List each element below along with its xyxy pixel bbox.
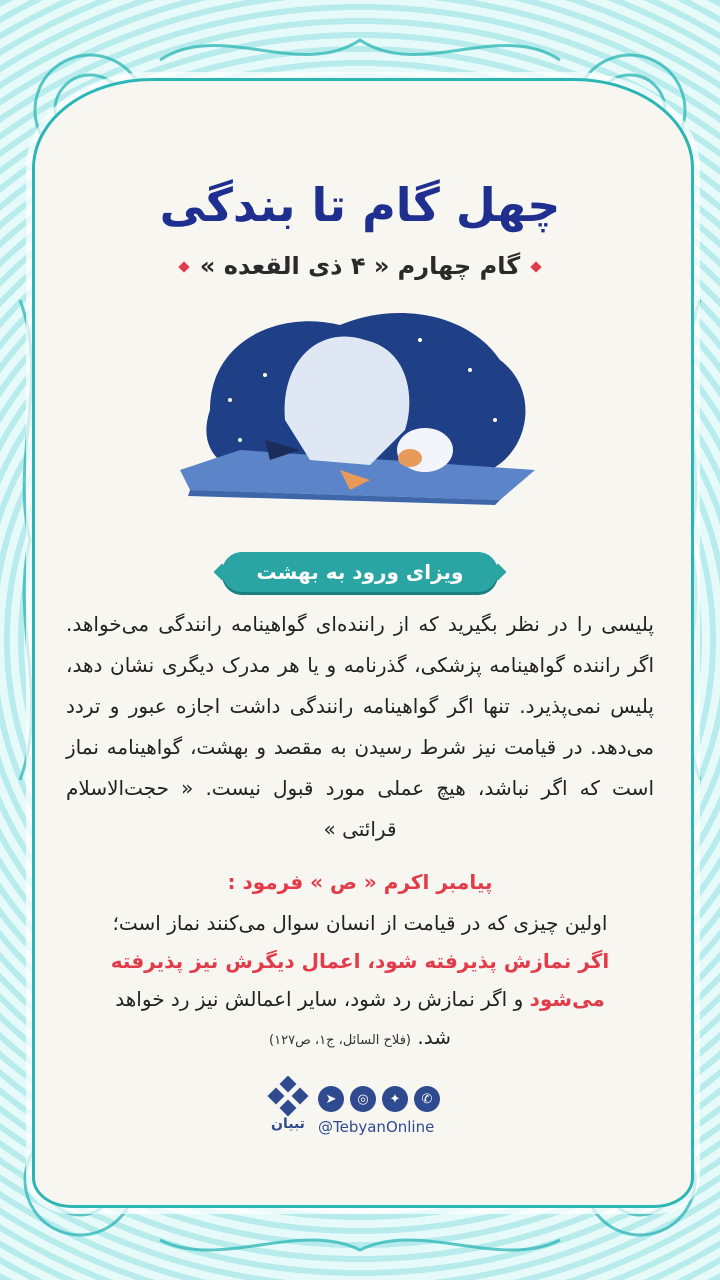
subtitle-text: گام چهارم « ۴ ذی القعده » bbox=[199, 252, 521, 280]
social-icons bbox=[318, 1086, 440, 1112]
logo-text: تبیان bbox=[271, 1116, 305, 1132]
instagram-icon[interactable]: ◎ bbox=[350, 1086, 376, 1112]
hadith-part-1: اولین چیزی که در قیامت از انسان سوال می‌کنند نماز است؛ bbox=[112, 911, 608, 935]
telegram-icon[interactable]: ➤ bbox=[318, 1086, 344, 1112]
hadith-reference: (فلاح السائل، ج۱، ص۱۲۷) bbox=[269, 1033, 411, 1048]
whatsapp-icon[interactable]: ✆ bbox=[414, 1086, 440, 1112]
prostration-illustration bbox=[170, 300, 550, 515]
hadith-part-2: و اگر نمازش رد شود، سایر اعمالش نیز رد خواهد شد. bbox=[115, 987, 530, 1049]
hadith-text bbox=[100, 904, 620, 1060]
twitter-icon[interactable]: ✦ bbox=[382, 1086, 408, 1112]
page-subtitle bbox=[0, 252, 720, 280]
diamond-icon bbox=[178, 261, 189, 272]
diamond-icon bbox=[530, 261, 541, 272]
social-handle[interactable]: @TebyanOnline bbox=[318, 1118, 435, 1136]
page-title: چهل گام تا بندگی bbox=[159, 178, 561, 232]
section-badge: ویزای ورود به بهشت bbox=[222, 552, 498, 592]
hadith-title: پیامبر اکرم « ص » فرمود : bbox=[227, 870, 493, 894]
article-paragraph: پلیسی را در نظر بگیرید که از راننده‌ای گواهینامه رانندگی می‌خواهد. اگر راننده گواهینامه پزشکی، گذرنامه و یا هر مدرک دیگری نشان دهد، پلیس نمی‌پذیرد. تنها اگر گواهینامه رانندگی داشت اجازه عبور و تردد می‌دهد. در قیامت نیز شرط رسیدن به مقصد و بهشت، گواهینامه نماز است که اگر نباشد، هیچ عملی مورد قبول نیست. « حجت‌الاسلام قرائتی » bbox=[66, 612, 654, 841]
hadith-highlight: اگر نمازش پذیرفته شود، اعمال دیگرش نیز پذیرفته می‌شود bbox=[110, 949, 610, 1011]
